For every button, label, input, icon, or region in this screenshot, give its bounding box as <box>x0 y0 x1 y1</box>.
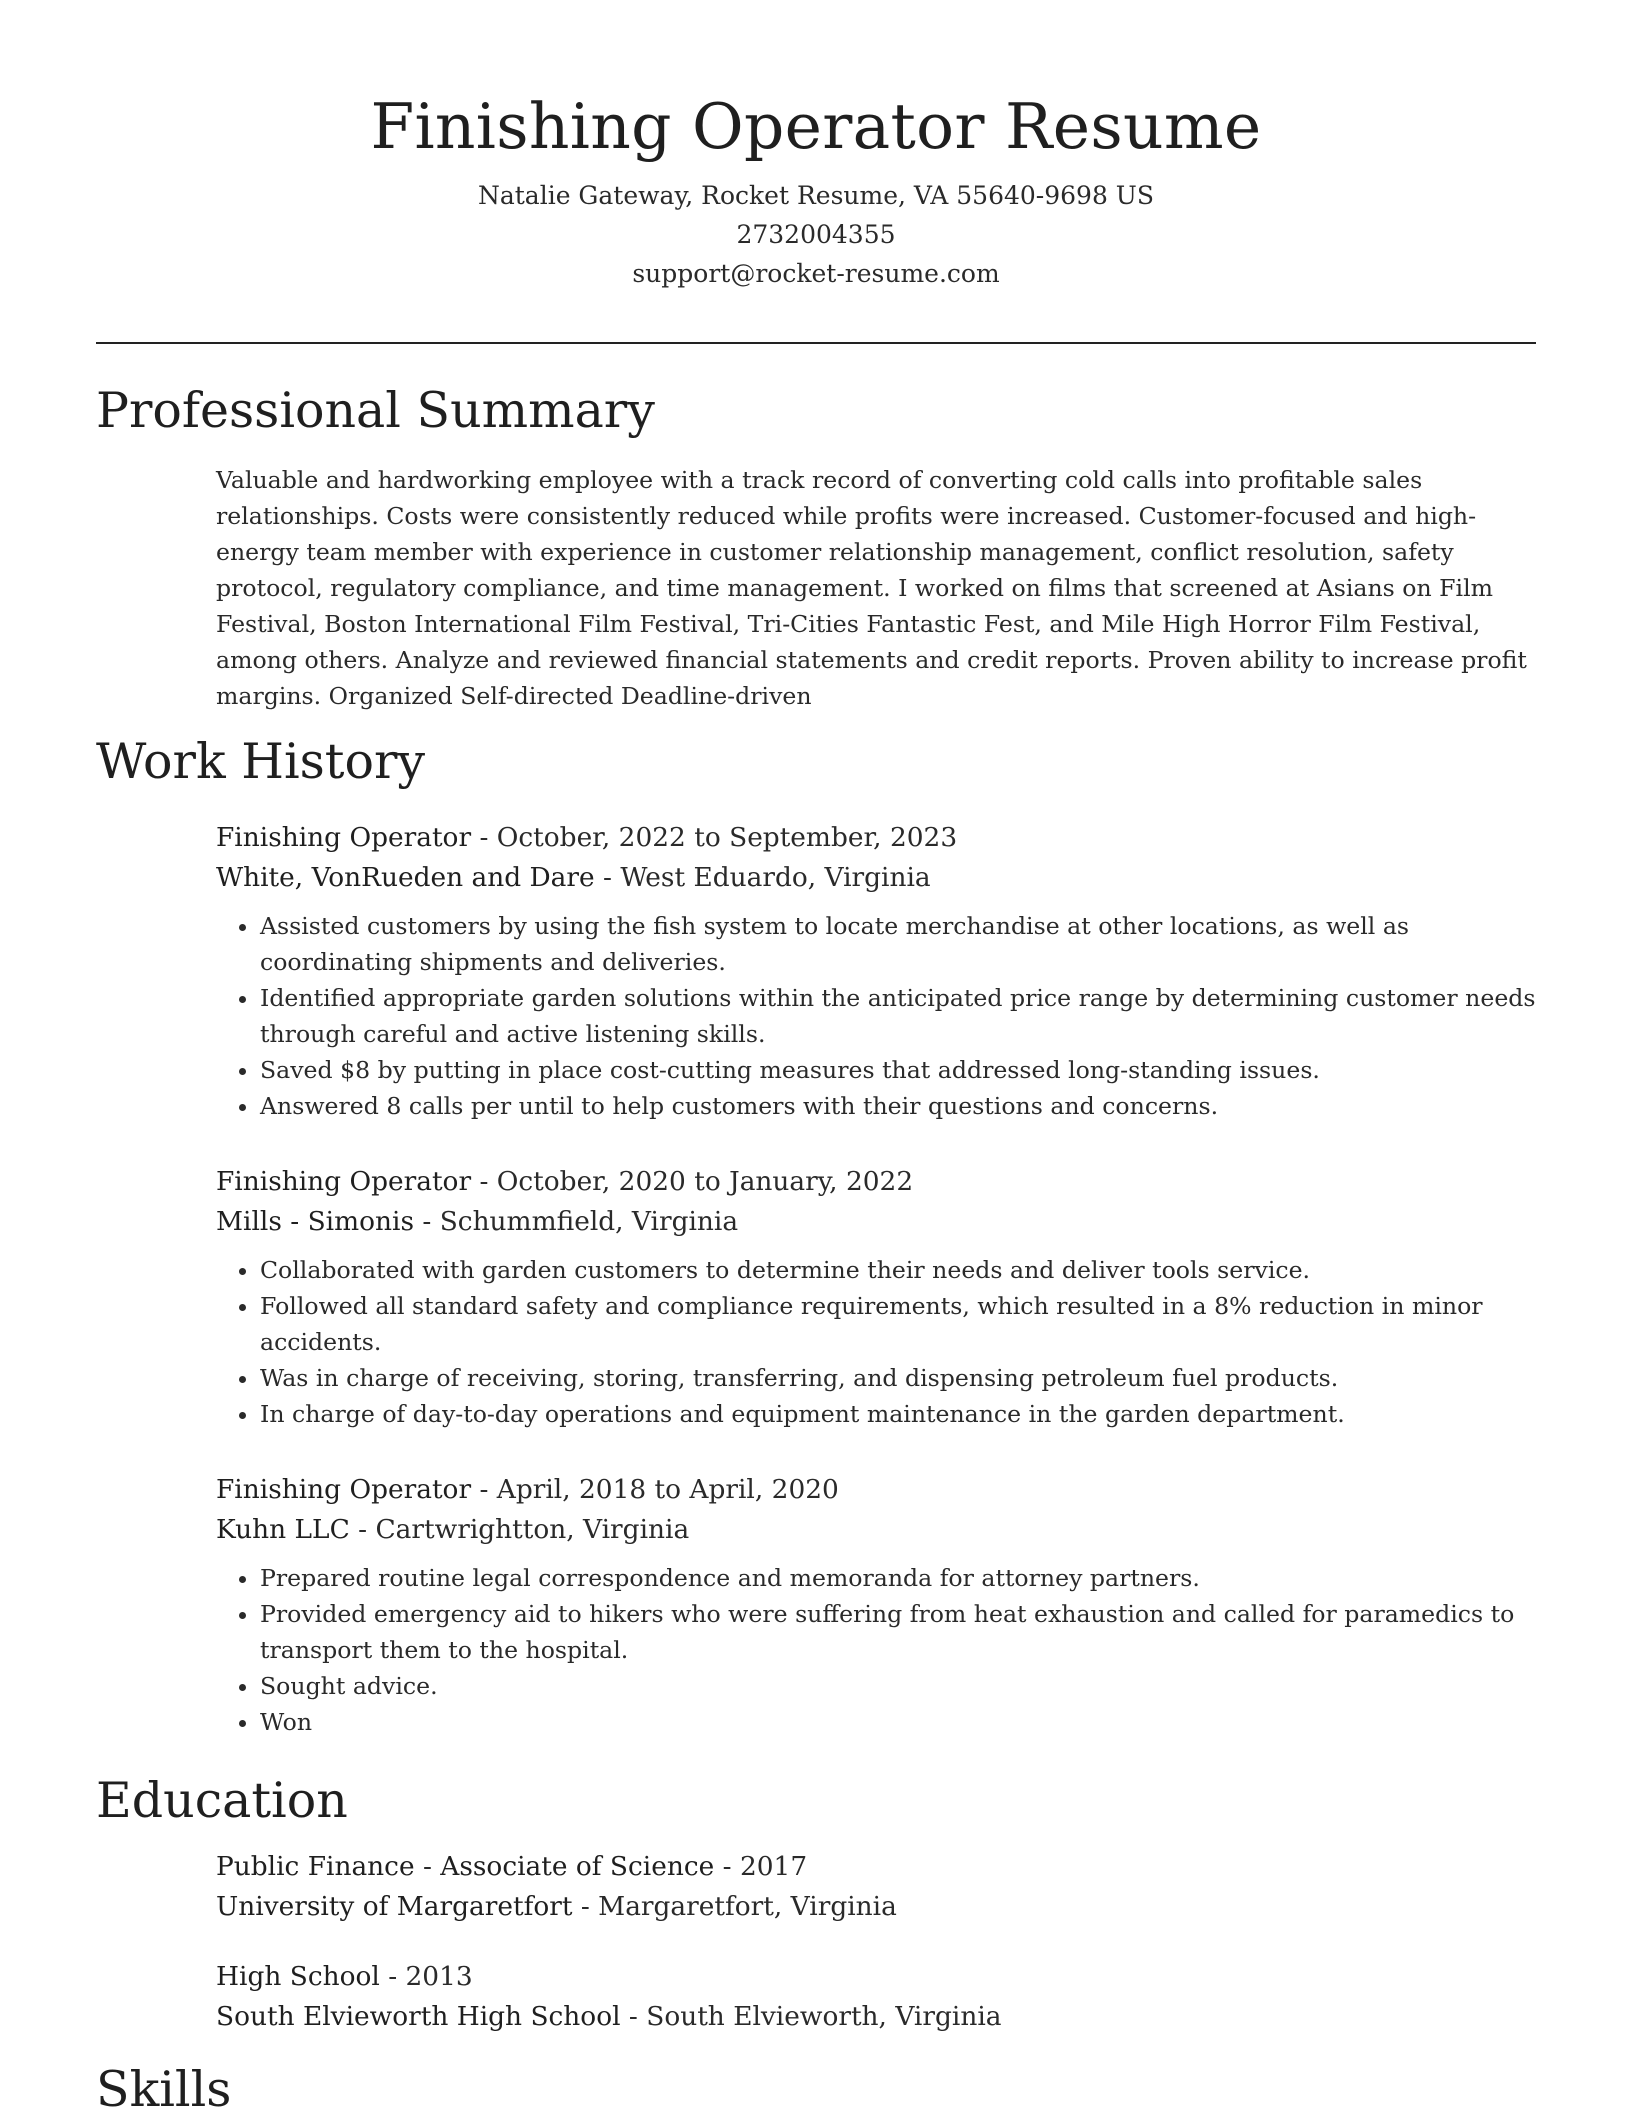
job-duties-list <box>216 908 1536 1124</box>
education-location: Margaretfort, Virginia <box>598 1891 897 1922</box>
header-divider <box>96 342 1536 344</box>
contact-info <box>96 176 1536 293</box>
list-item: • Saved $8 by putting in place cost-cutting measures that addressed long-standing issues. <box>260 1052 1536 1088</box>
job-entry <box>216 818 1536 1124</box>
job-employer: Mills - Simonis <box>216 1206 414 1237</box>
job-dates: April, 2018 to April, 2020 <box>496 1474 839 1505</box>
education-degree-line <box>216 1957 1536 1997</box>
education-school: University of Margaretfort <box>216 1891 573 1922</box>
list-item: • Won <box>260 1704 1536 1740</box>
job-entry <box>216 1470 1536 1740</box>
separator: - <box>414 1851 441 1882</box>
job-dates: October, 2022 to September, 2023 <box>496 822 958 853</box>
job-title: Finishing Operator <box>216 1474 472 1505</box>
separator: - <box>594 862 621 893</box>
education-field: Public Finance <box>216 1851 415 1882</box>
job-dates: October, 2020 to January, 2022 <box>496 1166 914 1197</box>
list-item: • Prepared routine legal correspondence and memoranda for attorney partners. <box>260 1560 1536 1596</box>
separator: - <box>471 1474 497 1505</box>
education-year: 2013 <box>405 1961 473 1992</box>
job-entry <box>216 1162 1536 1432</box>
job-employer-line <box>216 1202 1536 1242</box>
education-entry <box>216 1847 1536 1927</box>
summary-text: Valuable and hardworking employee with a track record of converting cold calls into profitable sales relationships. Costs were consistently reduced while profits were increased. Customer-focused and high-energy team member with experience in customer relationship management, conflict resolution, safety protocol, regulatory compliance, and time management. I worked on films that screened at Asians on Film Festival, Boston International Film Festival, Tri-Cities Fantastic Fest, and Mile High Horror Film Festival, among others. Analyze and reviewed financial statements and credit reports. Proven ability to increase profit margins. Organized Self-directed Deadline-driven <box>216 466 1527 710</box>
education-entry <box>216 1957 1536 2037</box>
job-location: Schummfield, Virginia <box>439 1206 739 1237</box>
separator: - <box>414 1206 440 1237</box>
job-title: Finishing Operator <box>216 822 472 853</box>
education-heading: Education <box>96 1772 348 1829</box>
separator: - <box>471 1166 497 1197</box>
education-school: South Elvieworth High School <box>216 2001 621 2032</box>
resume-header <box>96 82 1536 293</box>
job-title-line <box>216 818 1536 858</box>
work-history-heading: Work History <box>96 733 426 790</box>
list-item: • Followed all standard safety and compliance requirements, which resulted in a 8% reduction in minor accidents. <box>260 1288 1536 1360</box>
separator: - <box>714 1851 740 1882</box>
list-item: • In charge of day-to-day operations and equipment maintenance in the garden department. <box>260 1396 1536 1432</box>
job-employer-line <box>216 1510 1536 1550</box>
job-title: Finishing Operator <box>216 1166 472 1197</box>
contact-address: Natalie Gateway, Rocket Resume, VA 55640-9698 US <box>477 181 1155 210</box>
education-field: High School <box>216 1961 380 1992</box>
summary-heading: Professional Summary <box>96 382 655 439</box>
education-degree-line <box>216 1847 1536 1887</box>
list-item: • Identified appropriate garden solutions within the anticipated price range by determining customer needs through careful and active listening skills. <box>260 980 1536 1052</box>
job-employer: White, VonRueden and Dare <box>216 862 595 893</box>
job-location: Cartwrightton, Virginia <box>375 1514 690 1545</box>
education-school-line <box>216 1997 1536 2037</box>
list-item: • Answered 8 calls per until to help customers with their questions and concerns. <box>260 1088 1536 1124</box>
job-employer-line <box>216 858 1536 898</box>
list-item: • Collaborated with garden customers to determine their needs and deliver tools service. <box>260 1252 1536 1288</box>
job-employer: Kuhn LLC <box>216 1514 350 1545</box>
separator: - <box>620 2001 647 2032</box>
separator: - <box>379 1961 406 1992</box>
education-location: South Elvieworth, Virginia <box>646 2001 1002 2032</box>
list-item: • Provided emergency aid to hikers who were suffering from heat exhaustion and called for paramedics to transport them to the hospital. <box>260 1596 1536 1668</box>
separator: - <box>349 1514 376 1545</box>
job-duties-list <box>216 1560 1536 1740</box>
separator: - <box>572 1891 599 1922</box>
contact-email[interactable]: support@rocket-resume.com <box>632 259 1000 288</box>
skills-heading: Skills <box>96 2061 232 2118</box>
job-title-line <box>216 1470 1536 1510</box>
list-item: • Assisted customers by using the fish system to locate merchandise at other locations, as well as coordinating shipments and deliveries. <box>260 908 1536 980</box>
education-degree: Associate of Science <box>440 1851 715 1882</box>
education-school-line <box>216 1887 1536 1927</box>
job-duties-list <box>216 1252 1536 1432</box>
list-item: • Was in charge of receiving, storing, transferring, and dispensing petroleum fuel products. <box>260 1360 1536 1396</box>
document-title: Finishing Operator Resume <box>370 90 1262 163</box>
job-location: West Eduardo, Virginia <box>620 862 931 893</box>
education-year: 2017 <box>739 1851 808 1882</box>
list-item: • Sought advice. <box>260 1668 1536 1704</box>
contact-phone: 2732004355 <box>736 220 896 249</box>
separator: - <box>471 822 497 853</box>
job-title-line <box>216 1162 1536 1202</box>
